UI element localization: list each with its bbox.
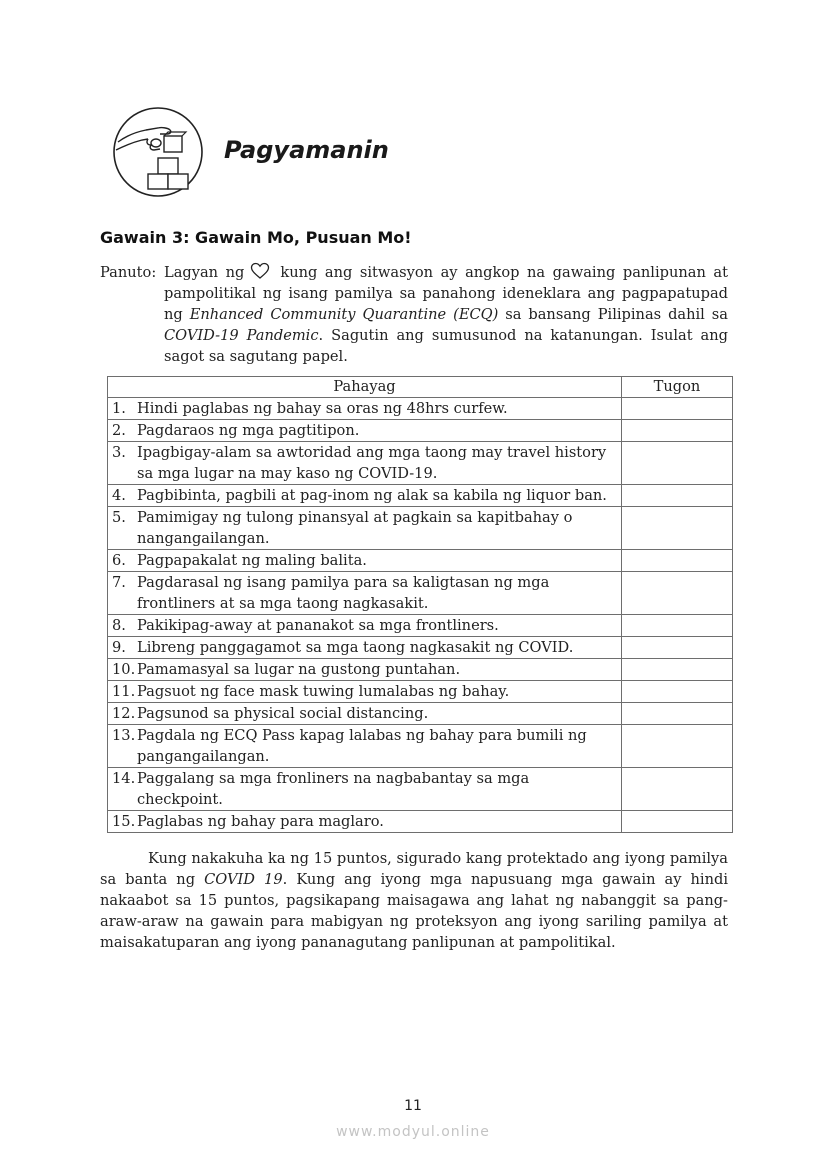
closing-paragraph bbox=[100, 848, 728, 953]
statement-text: Pagdala ng ECQ Pass kapag lalabas ng bahay para bumili ng pangangailangan. bbox=[137, 727, 587, 765]
table-row bbox=[108, 485, 733, 507]
response-cell[interactable] bbox=[622, 703, 733, 725]
closing-text: Kung nakakuha ka ng 15 puntos, sigurado kang protektado ang iyong pamilya sa banta ng bbox=[100, 850, 728, 888]
directions-label: Panuto: bbox=[100, 264, 157, 281]
response-cell[interactable] bbox=[622, 442, 733, 485]
closing-covid-term: COVID 19 bbox=[204, 871, 283, 888]
response-cell[interactable] bbox=[622, 681, 733, 703]
response-cell[interactable] bbox=[622, 659, 733, 681]
page-number: 11 bbox=[404, 1098, 422, 1114]
item-number: 11. bbox=[112, 683, 136, 700]
item-number: 2. bbox=[112, 422, 126, 439]
table-row bbox=[108, 398, 733, 420]
statement-cell bbox=[108, 420, 622, 442]
directions-body-part: pampolitikal ng isang pamilya sa panahong ideneklara ang pagpapatupad ng bbox=[164, 285, 728, 323]
watermark: www.modyul.online bbox=[336, 1124, 490, 1140]
statement-text: Pakikipag-away at pananakot sa mga frontliners. bbox=[137, 617, 499, 634]
item-number: 13. bbox=[112, 727, 136, 744]
item-number: 1. bbox=[112, 400, 126, 417]
statement-text: Pagpapakalat ng maling balita. bbox=[137, 552, 367, 569]
statement-cell bbox=[108, 725, 622, 768]
table-row bbox=[108, 615, 733, 637]
statement-text: Pamamasyal sa lugar na gustong puntahan. bbox=[137, 661, 461, 678]
table-body bbox=[108, 398, 733, 833]
table-row bbox=[108, 725, 733, 768]
item-number: 10. bbox=[112, 661, 136, 678]
statement-cell bbox=[108, 768, 622, 811]
table-row bbox=[108, 637, 733, 659]
table-row bbox=[108, 507, 733, 550]
response-cell[interactable] bbox=[622, 615, 733, 637]
table-row bbox=[108, 659, 733, 681]
statement-cell bbox=[108, 681, 622, 703]
response-cell[interactable] bbox=[622, 398, 733, 420]
item-number: 4. bbox=[112, 487, 126, 504]
directions-body bbox=[164, 283, 728, 367]
statement-cell bbox=[108, 637, 622, 659]
statement-text: Paglabas ng bahay para maglaro. bbox=[137, 813, 384, 830]
activity-title: Gawain 3: Gawain Mo, Pusuan Mo! bbox=[100, 228, 412, 247]
response-cell[interactable] bbox=[622, 572, 733, 615]
statement-text: Pagbibinta, pagbili at pag-inom ng alak sa kabila ng liquor ban. bbox=[137, 487, 607, 504]
directions-pandemic-term: COVID-19 Pandemic bbox=[164, 327, 319, 344]
activity-table bbox=[107, 376, 733, 833]
statement-cell bbox=[108, 659, 622, 681]
statement-cell bbox=[108, 811, 622, 833]
hand-stacking-blocks-icon bbox=[112, 106, 204, 198]
statement-cell bbox=[108, 442, 622, 485]
item-number: 3. bbox=[112, 444, 126, 461]
table-row bbox=[108, 681, 733, 703]
closing-text: . Kung ang iyong mga napusuang mga gawain ay hindi nakaabot sa 15 puntos, pagsikapang maisagawa ang lahat ng nabanggit sa pang-araw-araw na gawain para mabigyan ng proteksyon ang iyong sariling pamilya at maisakatuparan ang iyong pananagutang panlipunan at pampolitikal. bbox=[100, 871, 729, 951]
statement-cell bbox=[108, 572, 622, 615]
response-cell[interactable] bbox=[622, 550, 733, 572]
directions-first-line bbox=[164, 262, 728, 283]
item-number: 14. bbox=[112, 770, 136, 787]
statement-text: Ipagbigay-alam sa awtoridad ang mga taong may travel history sa mga lugar na may kaso ng COVID-19. bbox=[137, 444, 607, 482]
heart-icon bbox=[250, 262, 270, 280]
item-number: 8. bbox=[112, 617, 126, 634]
table-row bbox=[108, 442, 733, 485]
statement-cell bbox=[108, 507, 622, 550]
item-number: 9. bbox=[112, 639, 126, 656]
directions-body-part: . Sagutin ang sumusunod na katanungan. Isulat ang sagot sa sagutang papel. bbox=[164, 327, 728, 365]
table-row bbox=[108, 703, 733, 725]
table-row bbox=[108, 768, 733, 811]
statement-cell bbox=[108, 398, 622, 420]
item-number: 7. bbox=[112, 574, 126, 591]
statement-text: Libreng panggagamot sa mga taong nagkasakit ng COVID. bbox=[137, 639, 574, 656]
item-number: 15. bbox=[112, 813, 136, 830]
item-number: 6. bbox=[112, 552, 126, 569]
directions-text-after-icon: kung ang sitwasyon ay angkop na gawaing panlipunan at bbox=[280, 264, 728, 281]
response-cell[interactable] bbox=[622, 768, 733, 811]
statement-cell bbox=[108, 703, 622, 725]
header-statement: Pahayag bbox=[108, 377, 622, 398]
directions-body-part: sa bansang Pilipinas dahil sa bbox=[498, 306, 728, 323]
table-row bbox=[108, 420, 733, 442]
table-row bbox=[108, 572, 733, 615]
statement-text: Hindi paglabas ng bahay sa oras ng 48hrs curfew. bbox=[137, 400, 508, 417]
table-row bbox=[108, 811, 733, 833]
statement-text: Paggalang sa mga fronliners na nagbabantay sa mga checkpoint. bbox=[137, 770, 530, 808]
statement-cell bbox=[108, 615, 622, 637]
response-cell[interactable] bbox=[622, 725, 733, 768]
statement-text: Pamimigay ng tulong pinansyal at pagkain sa kapitbahay o nangangailangan. bbox=[137, 509, 573, 547]
header-response: Tugon bbox=[622, 377, 733, 398]
statement-text: Pagsunod sa physical social distancing. bbox=[137, 705, 429, 722]
statement-text: Pagsuot ng face mask tuwing lumalabas ng bahay. bbox=[137, 683, 510, 700]
item-number: 5. bbox=[112, 509, 126, 526]
response-cell[interactable] bbox=[622, 485, 733, 507]
statement-text: Pagdaraos ng mga pagtitipon. bbox=[137, 422, 360, 439]
directions-ecq-term: Enhanced Community Quarantine (ECQ) bbox=[189, 306, 499, 323]
item-number: 12. bbox=[112, 705, 136, 722]
table-row bbox=[108, 550, 733, 572]
response-cell[interactable] bbox=[622, 811, 733, 833]
response-cell[interactable] bbox=[622, 637, 733, 659]
statement-text: Pagdarasal ng isang pamilya para sa kaligtasan ng mga frontliners at sa mga taong nagkasakit. bbox=[137, 574, 550, 612]
statement-cell bbox=[108, 485, 622, 507]
table-header-row bbox=[108, 377, 733, 398]
statement-cell bbox=[108, 550, 622, 572]
section-title: Pagyamanin bbox=[224, 136, 389, 164]
response-cell[interactable] bbox=[622, 420, 733, 442]
directions-text-before-icon: Lagyan ng bbox=[164, 264, 245, 281]
response-cell[interactable] bbox=[622, 507, 733, 550]
